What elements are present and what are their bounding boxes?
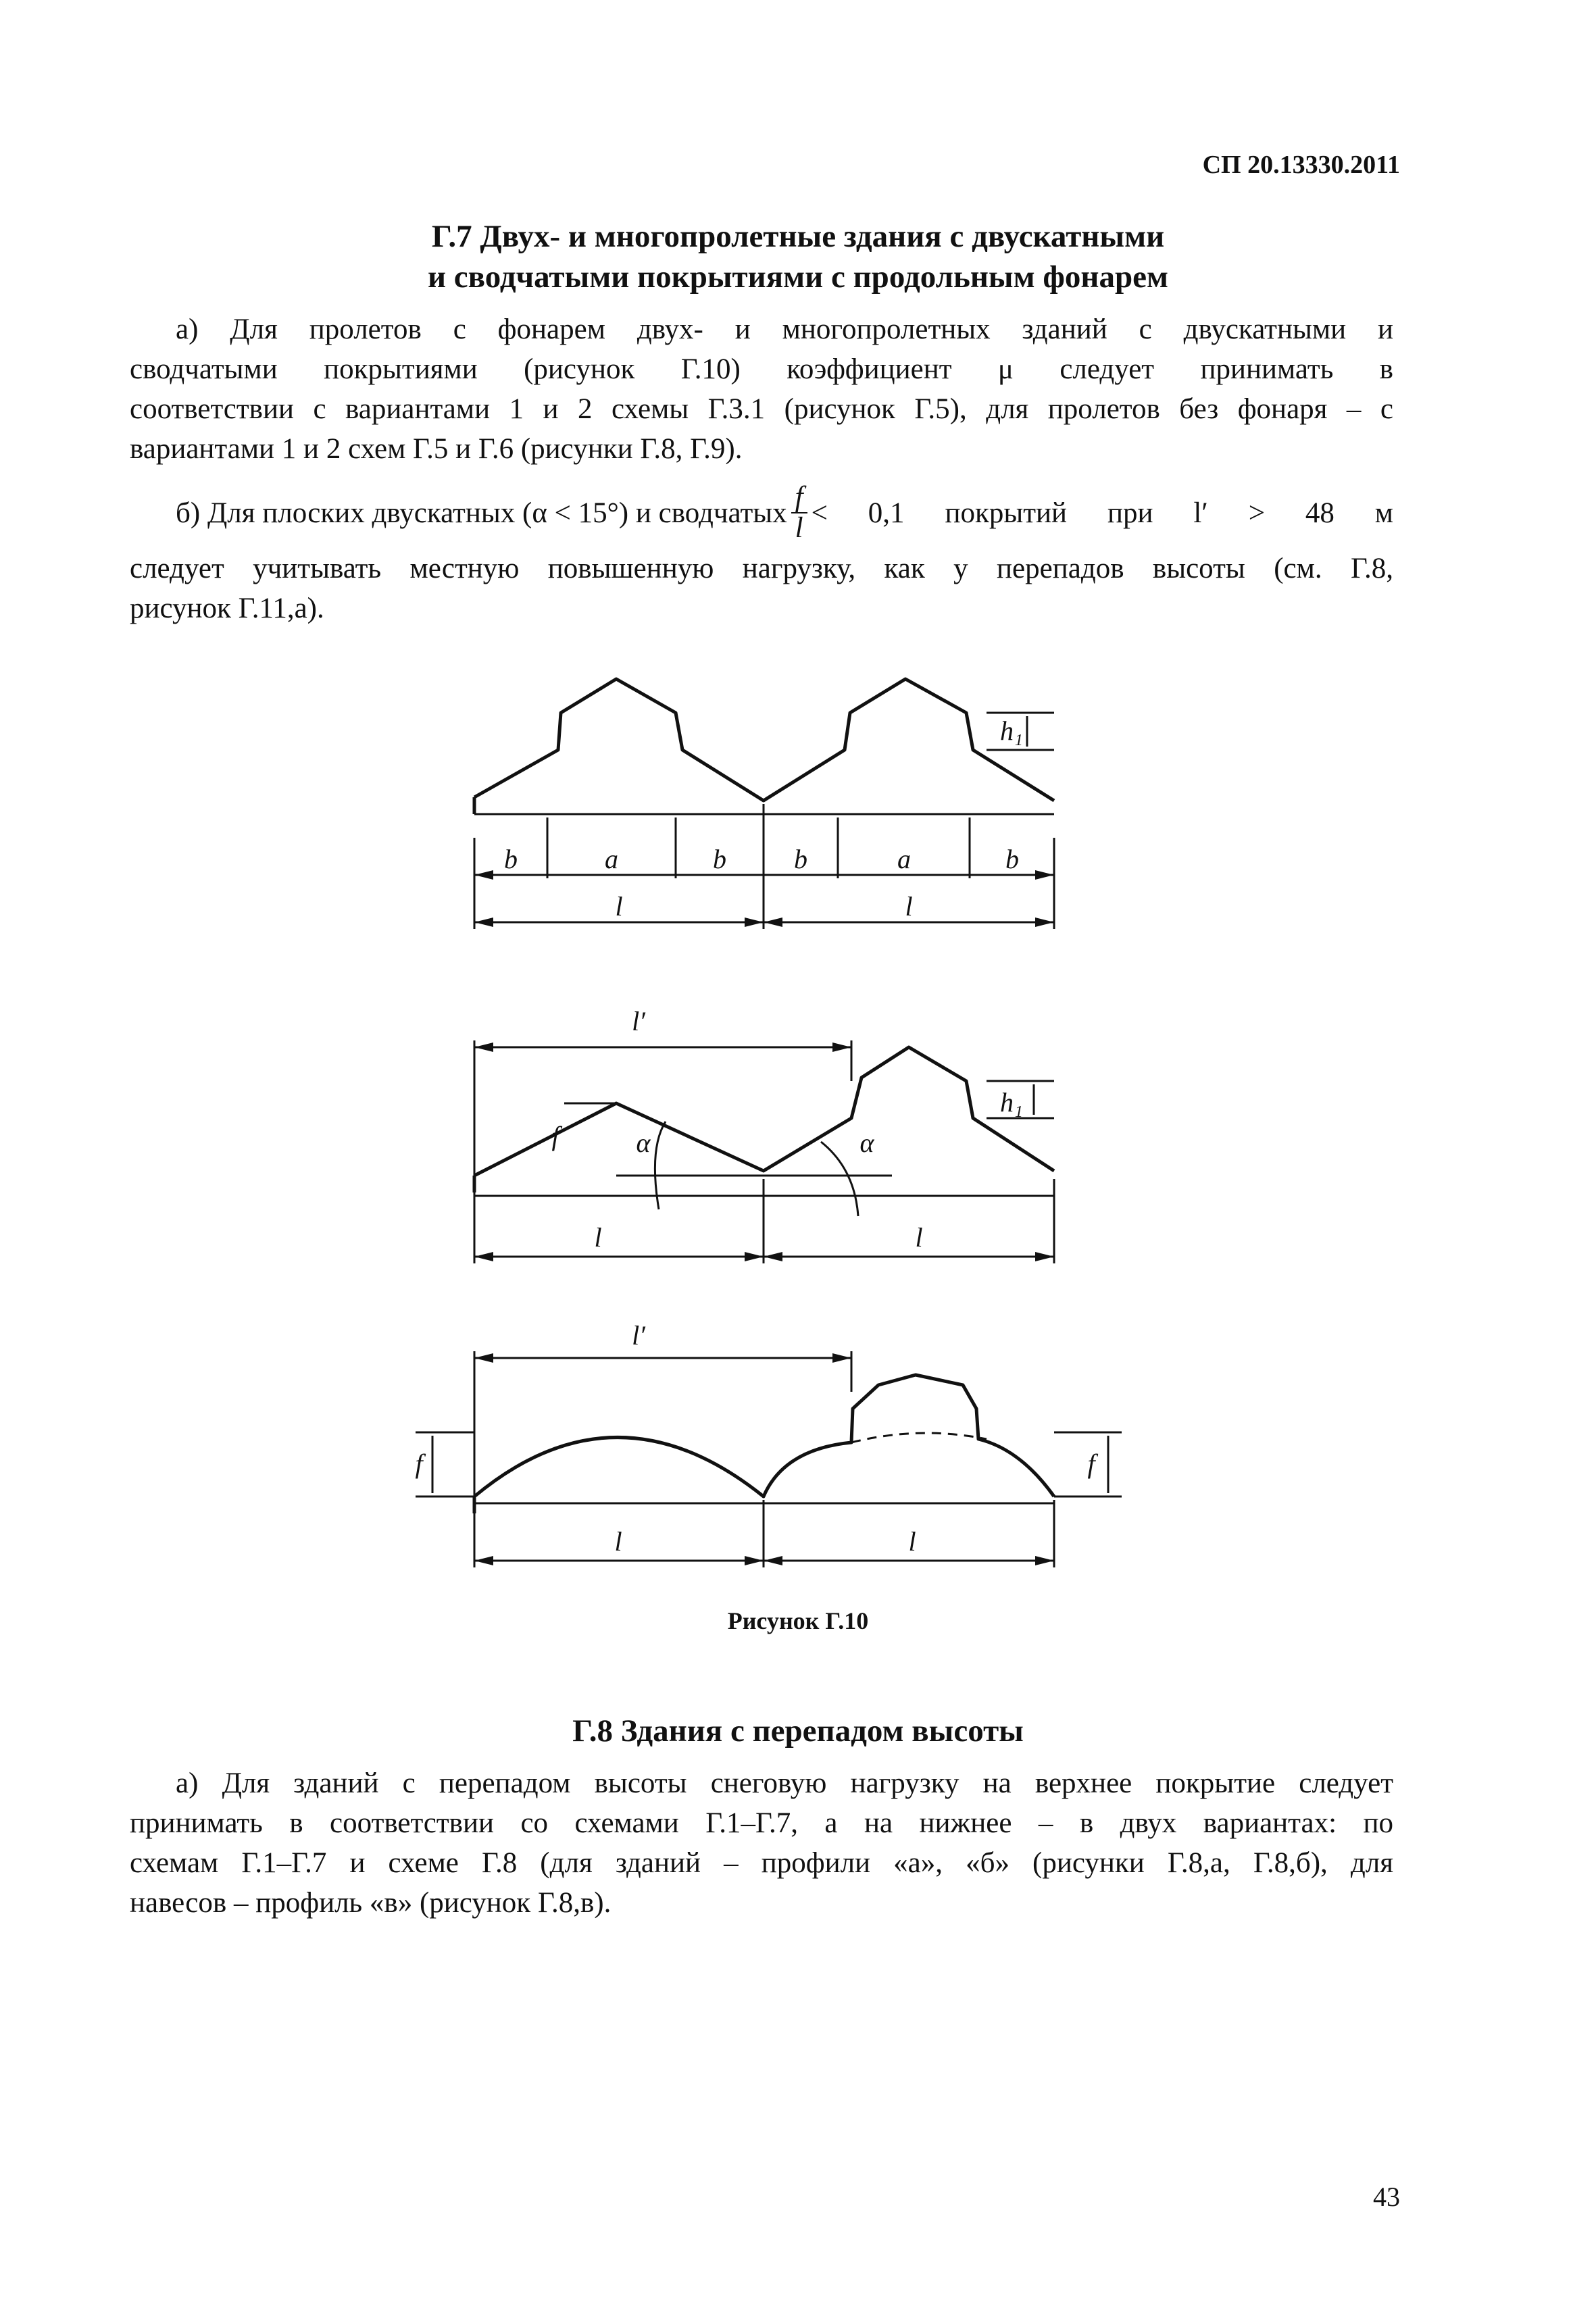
dim-label-a: a (605, 844, 618, 874)
span-label-l-prime: l′ (632, 1006, 645, 1036)
height-label-h1: h₁ (1000, 715, 1023, 746)
paragraph-line: сводчатыми покрытиями (рисунок Г.10) коэффициент μ следует принимать в (130, 353, 1393, 385)
dim-label-b: b (794, 844, 807, 874)
span-label-l: l (614, 1526, 622, 1557)
paragraph-line: соответствии с вариантами 1 и 2 схемы Г.3.1 (рисунок Г.5), для пролетов без фонаря – с (130, 393, 1393, 425)
dim-label-a: a (897, 844, 911, 874)
paragraph-line: принимать в соответствии со схемами Г.1–Г.7, а на нижнее – в двух вариантах: по (130, 1807, 1393, 1839)
rise-label-f: f (551, 1121, 559, 1151)
dashed-vault-line (851, 1433, 987, 1442)
rise-label-f: f (415, 1449, 423, 1479)
span-label-l: l (615, 891, 623, 922)
fraction-numerator: f (791, 482, 807, 513)
paragraph-text: а) Для пролетов с фонарем двух- и многопролетных зданий с двускатными и (176, 313, 1393, 345)
angle-label-alpha: α (636, 1128, 651, 1158)
section-title-g7-line2: и сводчатыми покрытиями с продольным фонарем (427, 259, 1169, 295)
page-number: 43 (1373, 2182, 1400, 2212)
section-title-g8: Г.8 Здания с перепадом высоты (572, 1713, 1024, 1749)
paragraph-text: а) Для зданий с перепадом высоты снеговую нагрузку на верхнее покрытие следует (176, 1767, 1393, 1799)
document-code: СП 20.13330.2011 (1202, 151, 1400, 179)
span-label-l: l (908, 1526, 916, 1557)
span-label-l: l (915, 1222, 923, 1253)
roof-profile-1 (474, 679, 1054, 801)
paragraph-line: рисунок Г.11,а). (130, 593, 324, 624)
roof-profile-2 (474, 1047, 1054, 1176)
rise-label-f: f (1087, 1449, 1095, 1479)
paragraph-line: схемам Г.1–Г.7 и схеме Г.8 (для зданий – профили «а», «б» (рисунки Г.8,а, Г.8,б), для (130, 1847, 1393, 1879)
paragraph-line: следует учитывать местную повышенную нагрузку, как у перепадов высоты (см. Г.8, (130, 553, 1393, 584)
span-label-l: l (905, 891, 913, 922)
dim-label-b: b (713, 844, 726, 874)
fraction-denominator: l (795, 512, 803, 544)
span-label-l-prime: l′ (632, 1320, 645, 1351)
dim-label-b: b (1005, 844, 1019, 874)
height-label-h1: h₁ (1000, 1087, 1023, 1117)
paragraph-line (130, 1763, 1393, 1803)
span-label-l: l (594, 1222, 602, 1253)
paragraph-text: < 0,1 покрытий при l′ > 48 м (811, 497, 1393, 529)
paragraph-g8-a (130, 1763, 1393, 1923)
paragraph-line: вариантами 1 и 2 схем Г.5 и Г.6 (рисунки Г.8, Г.9). (130, 433, 743, 465)
paragraph-line: навесов – профиль «в» (рисунок Г.8,в). (130, 1887, 612, 1919)
dim-label-b: b (504, 844, 518, 874)
section-title-g7-line1: Г.7 Двух- и многопролетные здания с двускатными (431, 219, 1165, 254)
angle-label-alpha: α (859, 1128, 874, 1158)
paragraph-text: б) Для плоских двускатных (α < 15°) и сводчатых (176, 497, 787, 529)
figure-caption: Рисунок Г.10 (727, 1607, 869, 1634)
